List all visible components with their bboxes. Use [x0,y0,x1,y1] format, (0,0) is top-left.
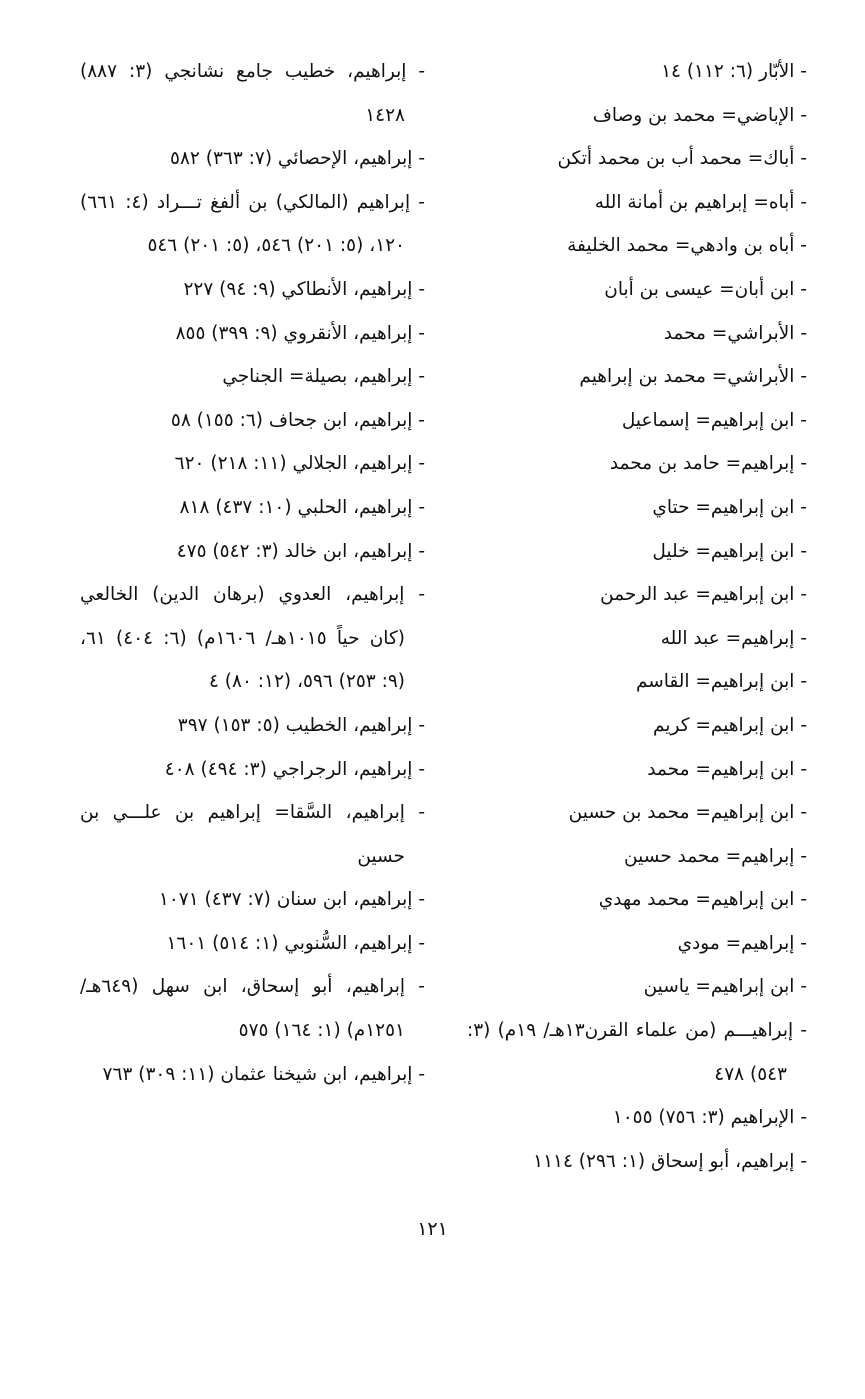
index-entry: - إبراهيم، العدوي (برهان الدين) الخالعي (كان حياً ١٠١٥هـ/ ١٦٠٦م) (٦: ٤٠٤) ٦١، (٩: ٢٥٣) ٥٩٦، (١٢: ٨٠) ٤ [80,584,425,693]
index-entry: - إبراهيم، الحلبي (١٠: ٤٣٧) ٨١٨ [179,496,425,518]
index-entry: - إبراهيم، ابن شيخنا عثمان (١١: ٣٠٩) ٧٦٣ [102,1063,425,1085]
index-entry: - إبراهيم= محمد حسين [624,845,807,867]
index-column-left [80,50,425,1096]
index-entry: - إبراهيم، السَّقا= إبراهيم بن علـــي بن حسين [80,802,425,867]
index-column-right [467,50,807,1183]
page-number: ١٢١ [417,1218,448,1240]
index-entry: - ابن أبان= عيسى بن أبان [604,278,807,300]
index-entry: - ابن إبراهيم= عبد الرحمن [600,584,807,606]
index-entry: - إبراهيم، ابن جحاف (٦: ١٥٥) ٥٨ [170,409,425,431]
index-entry: - إبراهيم، ابن سنان (٧: ٤٣٧) ١٠٧١ [158,889,425,911]
index-entry: - إبراهيم، أبو إسحاق، ابن سهل (٦٤٩هـ/ ١٢٥١م) (١: ١٦٤) ٥٧٥ [80,976,425,1042]
index-entry: - ابن إبراهيم= خليل [652,540,807,562]
index-entry: - إبراهيم، السُّنوبي (١: ٥١٤) ١٦٠١ [166,932,425,954]
index-entry: - ابن إبراهيم= إسماعيل [621,409,807,431]
index-entry: - إبراهيم، الجلالي (١١: ٢١٨) ٦٢٠ [174,453,425,475]
index-entry: - ابن إبراهيم= القاسم [635,671,807,693]
index-entry: - الإبراهيم (٣: ٧٥٦) ١٠٥٥ [612,1107,807,1129]
index-entry: - إبراهيم، الخطيب (٥: ١٥٣) ٣٩٧ [177,714,425,736]
index-entry: - ابن إبراهيم= حتاي [652,496,807,518]
index-entry: - الأبّار (٦: ١١٢) ١٤ [661,61,807,82]
index-entry: - أباه بن وادهي= محمد الخليفة [567,235,807,257]
index-entry: - ابن إبراهيم= كريم [653,714,807,736]
index-entry: - إبراهيم= عبد الله [660,627,807,649]
index-entry: - إبراهيم، خطيب جامع نشانجي (٣: ٨٨٧) ١٤٢٨ [80,61,425,126]
index-entry: - الإباضي= محمد بن وصاف [592,104,807,126]
index-entry: - إبراهيم، الأنطاكي (٩: ٩٤) ٢٢٧ [183,278,425,300]
index-entry: - إبراهيم (المالكي) بن ألفغ تـــراد (٤: ٦٦١) ١٢٠، (٥: ٢٠١) ٥٤٦، (٥: ٢٠١) ٥٤٦ [80,191,425,257]
index-entry: - أباه= إبراهيم بن أمانة الله [594,191,807,213]
index-entry: - الأبراشي= محمد بن إبراهيم [579,366,807,388]
index-entry: - إبراهيم= حامد بن محمد [609,453,807,475]
index-entry: - إبراهيم، الرجراجي (٣: ٤٩٤) ٤٠٨ [164,758,425,780]
index-entry: - إبراهيم= مودي [677,932,807,954]
index-entry: - الأبراشي= محمد [663,322,807,344]
index-entry: - ابن إبراهيم= ياسين [643,976,807,998]
index-entry: - إبراهيم، ابن خالد (٣: ٥٤٢) ٤٧٥ [176,540,425,562]
index-entry: - إبراهيم، بصيلة= الجناجي [222,366,425,388]
index-entry: - إبراهيـــم (من علماء القرن١٣هـ/ ١٩م) (٣: ٥٤٣) ٤٧٨ [467,1020,807,1085]
index-entry: - إبراهيم، أبو إسحاق (١: ٢٩٦) ١١١٤ [533,1150,807,1172]
index-entry: - ابن إبراهيم= محمد [647,758,807,780]
index-entry: - أباك= محمد أب بن محمد أتكن [557,148,807,170]
index-entry: - ابن إبراهيم= محمد مهدي [598,889,807,911]
index-entry: - ابن إبراهيم= محمد بن حسين [568,802,807,824]
index-entry: - إبراهيم، الإحصائي (٧: ٣٦٣) ٥٨٢ [170,148,425,170]
index-entry: - إبراهيم، الأنقروي (٩: ٣٩٩) ٨٥٥ [175,322,425,344]
